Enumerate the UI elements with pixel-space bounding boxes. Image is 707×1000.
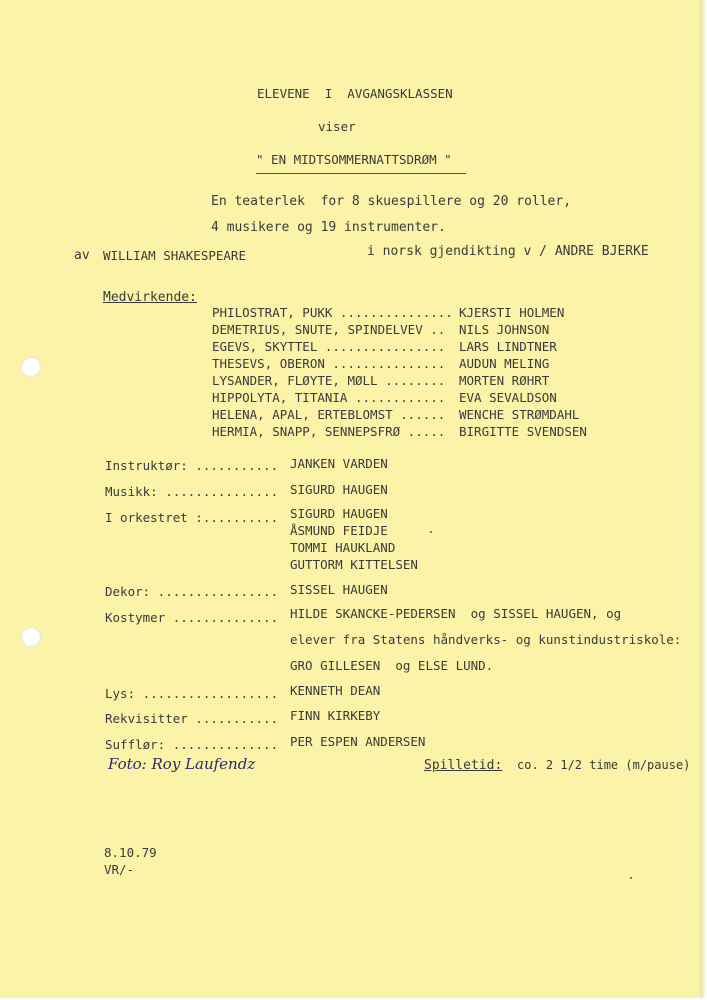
play-title: " EN MIDTSOMMERNATTSDRØM " xyxy=(256,152,452,167)
kostymer-label: Kostymer .............. xyxy=(105,610,279,625)
dekor-label: Dekor: ................ xyxy=(105,584,279,599)
cast-actor: MORTEN RØHRT xyxy=(459,373,550,388)
photo-credit-handwritten: Foto: Roy Laufendz xyxy=(108,755,256,773)
cast-actor: AUDUN MELING xyxy=(459,356,550,371)
instruktor-label: Instruktør: ........... xyxy=(105,458,279,473)
cast-role: DEMETRIUS, SNUTE, SPINDELVEV .. xyxy=(212,322,446,337)
cast-actor: EVA SEVALDSON xyxy=(459,390,557,405)
page-edge-shadow xyxy=(700,0,707,998)
cast-role: THESEVS, OBERON ............... xyxy=(212,356,446,371)
cast-role: HIPPOLYTA, TITANIA ............ xyxy=(212,390,446,405)
kostymer-line-2: elever fra Statens håndverks- og kunstindustriskole: xyxy=(290,632,682,647)
cast-role: HERMIA, SNAPP, SENNEPSFRØ ..... xyxy=(212,424,446,439)
cast-role: LYSANDER, FLØYTE, MØLL ........ xyxy=(212,373,446,388)
intro-line-1: En teaterlek for 8 skuespillere og 20 roller, xyxy=(211,194,572,209)
orkester-name: ÅSMUND FEIDJE xyxy=(290,523,388,538)
sufflor-name: PER ESPEN ANDERSEN xyxy=(290,734,426,749)
stray-dot xyxy=(430,531,432,533)
cast-actor: KJERSTI HOLMEN xyxy=(459,305,565,320)
lys-name: KENNETH DEAN xyxy=(290,683,381,698)
stray-mark xyxy=(630,877,632,879)
orkester-name: SIGURD HAUGEN xyxy=(290,506,388,521)
cast-role: EGEVS, SKYTTEL ................ xyxy=(212,339,446,354)
instruktor-name: JANKEN VARDEN xyxy=(290,456,388,471)
musikk-label: Musikk: ............... xyxy=(105,484,279,499)
author-prefix: av xyxy=(74,248,90,263)
header-line-1: ELEVENE I AVGANGSKLASSEN xyxy=(257,86,453,101)
cast-actor: LARS LINDTNER xyxy=(459,339,557,354)
header-line-2: viser xyxy=(318,119,356,134)
title-underline xyxy=(256,173,466,174)
adaptation-credit: i norsk gjendikting v / ANDRE BJERKE xyxy=(367,244,649,259)
cast-actor: BIRGITTE SVENDSEN xyxy=(459,424,587,439)
orkester-name: TOMMI HAUKLAND xyxy=(290,540,396,555)
orkester-name: GUTTORM KITTELSEN xyxy=(290,557,418,572)
cast-heading: Medvirkende: xyxy=(103,290,197,305)
punch-hole-bottom xyxy=(21,627,41,647)
cast-role: HELENA, APAL, ERTEBLOMST ...... xyxy=(212,407,446,422)
punch-hole-top xyxy=(21,357,41,377)
kostymer-line-1: HILDE SKANCKE-PEDERSEN og SISSEL HAUGEN, og xyxy=(290,606,622,621)
cast-role: PHILOSTRAT, PUKK ............... xyxy=(212,305,453,320)
musikk-name: SIGURD HAUGEN xyxy=(290,482,388,497)
intro-line-2: 4 musikere og 19 instrumenter. xyxy=(211,220,446,235)
kostymer-line-3: GRO GILLESEN og ELSE LUND. xyxy=(290,658,494,673)
document-initials: VR/- xyxy=(104,862,135,877)
dekor-name: SISSEL HAUGEN xyxy=(290,582,388,597)
document-date: 8.10.79 xyxy=(104,845,157,860)
sufflor-label: Sufflør: .............. xyxy=(105,737,279,752)
rekvisitter-label: Rekvisitter ........... xyxy=(105,711,279,726)
lys-label: Lys: .................. xyxy=(105,686,279,701)
rekvisitter-name: FINN KIRKEBY xyxy=(290,708,381,723)
orkester-label: I orkestret :.......... xyxy=(105,510,279,525)
cast-actor: NILS JOHNSON xyxy=(459,322,550,337)
spilletid-label: Spilletid: xyxy=(424,758,503,773)
spilletid-value: co. 2 1/2 time (m/pause) xyxy=(517,758,691,772)
author-name: WILLIAM SHAKESPEARE xyxy=(103,248,246,263)
cast-actor: WENCHE STRØMDAHL xyxy=(459,407,580,422)
